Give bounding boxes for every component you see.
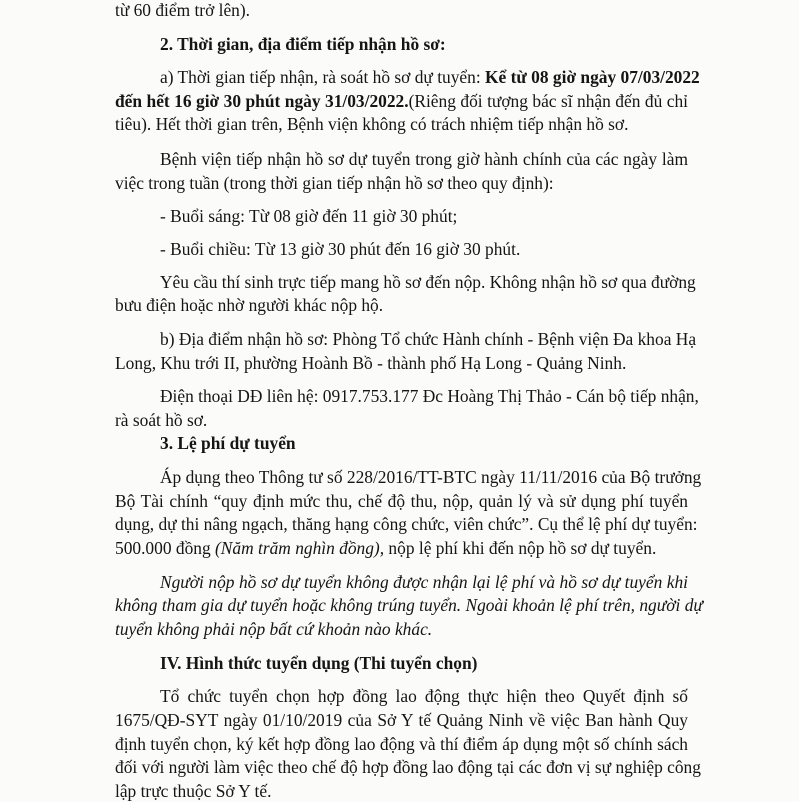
receipt-end: đến hết 16 giờ 30 phút ngày 31/03/2022. — [115, 91, 409, 111]
fee-line-4 — [115, 537, 656, 559]
receipt-time-label: a) Thời gian tiếp nhận, rà soát hồ sơ dự tuyển: — [160, 67, 486, 87]
afternoon-hours: - Buổi chiều: Từ 13 giờ 30 phút đến 16 giờ 30 phút. — [160, 239, 521, 259]
fee-refund-line-2: không tham gia dự tuyển hoặc không trúng tuyển. Ngoài khoản lệ phí trên, người dự — [115, 595, 703, 615]
section-3-heading: 3. Lệ phí dự tuyển — [160, 433, 296, 453]
fee-refund-line-3: tuyển không phải nộp bất cứ khoản nào khác. — [115, 619, 433, 639]
office-hours-line-1: Bệnh viện tiếp nhận hồ sơ dự tuyển trong giờ hành chính của các ngày làm — [160, 149, 688, 169]
fee-line-3: dụng, dự thi nâng ngạch, thăng hạng công chức, viên chức”. Cụ thể lệ phí dự tuyển: — [115, 514, 698, 534]
receipt-time-line-2 — [115, 90, 688, 112]
fee-refund-line-1: Người nộp hồ sơ dự tuyển không được nhận lại lệ phí và hồ sơ dự tuyển khi — [160, 572, 688, 592]
fee-amount-words: (Năm trăm nghìn đồng), — [215, 538, 385, 558]
office-hours-line-2: việc trong tuần (trong thời gian tiếp nhận hồ sơ theo quy định): — [115, 173, 554, 193]
recruitment-line-1: Tổ chức tuyển chọn hợp đồng lao động thực hiện theo Quyết định số — [160, 686, 688, 706]
section-4-heading: IV. Hình thức tuyển dụng (Thi tuyển chọn) — [160, 653, 478, 673]
fee-line-2: Bộ Tài chính “quy định mức thu, chế độ thu, nộp, quản lý và sử dụng phí tuyển — [115, 491, 688, 511]
fee-amount: 500.000 đồng — [115, 538, 215, 558]
contact-phone-line-1: Điện thoại DĐ liên hệ: 0917.753.177 Đc Hoàng Thị Thảo - Cán bộ tiếp nhận, — [160, 386, 699, 406]
receipt-time-line-1 — [160, 66, 700, 88]
morning-hours: - Buổi sáng: Từ 08 giờ đến 11 giờ 30 phút; — [160, 206, 458, 226]
section-2-heading: 2. Thời gian, địa điểm tiếp nhận hồ sơ: — [160, 34, 446, 54]
location-line-1: b) Địa điểm nhận hồ sơ: Phòng Tổ chức Hành chính - Bệnh viện Đa khoa Hạ — [160, 329, 697, 349]
receipt-time-line-3: tiêu). Hết thời gian trên, Bệnh viện không có trách nhiệm tiếp nhận hồ sơ. — [115, 114, 629, 134]
previous-section-tail: từ 60 điểm trở lên). — [115, 0, 251, 20]
recruitment-line-4: đối với người làm việc theo chế độ hợp đồng lao động tại các đơn vị sự nghiệp công — [115, 757, 701, 777]
direct-submission-line-1: Yêu cầu thí sinh trực tiếp mang hồ sơ đến nộp. Không nhận hồ sơ qua đường — [160, 272, 696, 292]
receipt-exception: (Riêng đối tượng bác sĩ nhận đến đủ chỉ — [408, 91, 688, 111]
direct-submission-line-2: bưu điện hoặc nhờ người khác nộp hộ. — [115, 295, 384, 315]
receipt-start: Kể từ 08 giờ ngày 07/03/2022 — [485, 67, 700, 87]
fee-payment-note: nộp lệ phí khi đến nộp hồ sơ dự tuyển. — [384, 538, 657, 558]
location-line-2: Long, Khu trới II, phường Hoành Bồ - thành phố Hạ Long - Quảng Ninh. — [115, 353, 627, 373]
contact-phone-line-2: rà soát hồ sơ. — [115, 410, 208, 430]
fee-line-1: Áp dụng theo Thông tư số 228/2016/TT-BTC ngày 11/11/2016 của Bộ trưởng — [160, 467, 702, 487]
recruitment-line-5: lập trực thuộc Sở Y tế. — [115, 781, 272, 801]
recruitment-line-3: định tuyển chọn, ký kết hợp đồng lao động và thí điểm áp dụng một số chính sách — [115, 734, 688, 754]
recruitment-line-2: 1675/QĐ-SYT ngày 01/10/2019 của Sở Y tế Quảng Ninh về việc Ban hành Quy — [115, 710, 688, 730]
